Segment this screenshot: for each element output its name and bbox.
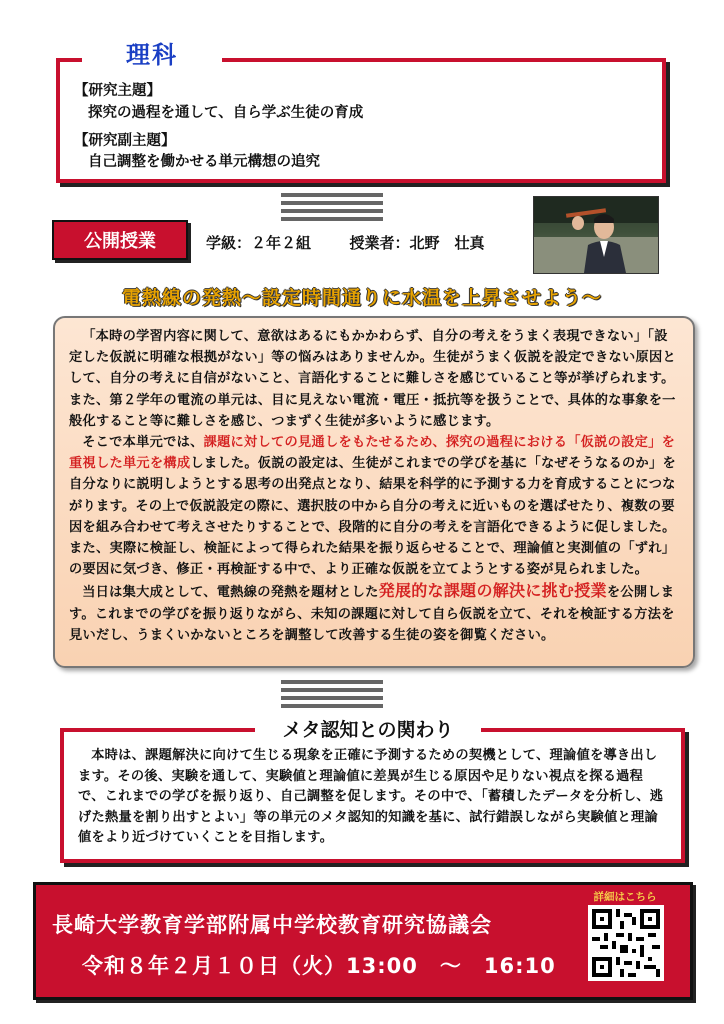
description-paragraph-2 <box>69 432 681 580</box>
subject-title: 理科 <box>82 38 222 72</box>
sub-theme-label: 【研究副主題】 <box>74 133 176 149</box>
meta-cognition-text: 本時は、課題解決に向けて生じる現象を正確に予測するための契機として、理論値を導き出します。その後、実験を通して、実験値と理論値に差異が生じる原因や足りない視点を探る過程で、これまでの学びを振り返り、自己調整を促します。その中で、「蓄積したデータを分析し、逃げた熱量を割り出すとよい」等の単元のメタ認知的知識を基に、試行錯誤しながら実験値と理論値をより近づけていくことを目指します。 <box>78 748 664 846</box>
class-info <box>206 232 485 253</box>
paragraph-2-lead: そこで本単元では、 <box>82 435 204 451</box>
lesson-description-panel <box>53 316 695 668</box>
event-date: 令和８年２月１０日（火）13:00 ～ 16:10 <box>82 954 556 978</box>
paragraph-3-rest: を公開します。これまでの学びを振り返りながら、未知の課題に対して自ら仮説を立て、それを検証する方法を見いだし、うまくいかないところを調整して改善する生徒の姿を御覧ください。 <box>69 585 675 643</box>
sub-theme-text: 自己調整を働かせる単元構想の追究 <box>88 154 320 170</box>
open-class-label: 公開授業 <box>52 220 188 260</box>
description-paragraph-3 <box>69 580 681 646</box>
meta-cognition-title: メタ認知との関わり <box>255 716 481 744</box>
organization-name: 長崎大学教育学部附属中学校教育研究協議会 <box>52 913 492 937</box>
meta-cognition-box <box>60 728 685 863</box>
main-theme-text: 探究の過程を通して、自ら学ぶ生徒の育成 <box>88 105 364 121</box>
qr-code-icon[interactable] <box>588 905 664 981</box>
lesson-title: 電熱線の発熱～設定時間通りに水温を上昇させよう～ <box>121 287 602 309</box>
description-paragraph-1: 「本時の学習内容に関して、意欲はあるにもかかわらず、自分の考えをうまく表現できない」「設定した仮説に明確な根拠がない」等の悩みはありませんか。生徒がうまく仮説を設定できない原因として、自分の考えに自信がないこと、言語化することに難しさを感じていること等が挙げられます。また、第２学年の電流の単元は、目に見えない電流・電圧・抵抗等を扱うことで、具体的な事象を一般化すること等に難しさを感じ、つまずく生徒が多いように感じます。 <box>69 329 676 429</box>
qr-caption: 詳細はこちら <box>593 891 657 903</box>
separator-stripes-top <box>281 193 383 225</box>
separator-stripes-middle <box>281 680 383 712</box>
paragraph-2-highlight: 課題に対しての見通しをもたせるため、探究の過程における「仮説の設定」を重視した単元を構成 <box>69 435 676 472</box>
main-theme-label: 【研究主題】 <box>74 83 161 99</box>
teacher-text: 授業者：北野 壮真 <box>349 234 485 252</box>
paragraph-3-highlight: 発展的な課題の解決に挑む授業 <box>378 581 607 601</box>
teacher-photo <box>533 196 659 274</box>
grade-text: 学級：２年２組 <box>206 234 312 252</box>
paragraph-3-lead: 当日は集大成として、電熱線の発熱を題材とした <box>82 585 379 601</box>
paragraph-2-rest: しました。仮説の設定は、生徒がこれまでの学びを基に「なぜそうなるのか」を自分なりに説明しようとする思考の出発点となり、結果を科学的に予測する力を育成することにつながります。その上で仮説設定の際に、選択肢の中から自分の考えに近いものを選ばせたり、複数の要因を組み合わせて考えさせたりすることで、段階的に自分の考えを言語化できるように促しました。また、実際に検証し、検証によって得られた結果を振り返らせることで、理論値と実測値の「ずれ」の要因に気づき、修正・再検証する中で、より正確な仮説を立てようとする姿が見られました。 <box>69 456 676 578</box>
